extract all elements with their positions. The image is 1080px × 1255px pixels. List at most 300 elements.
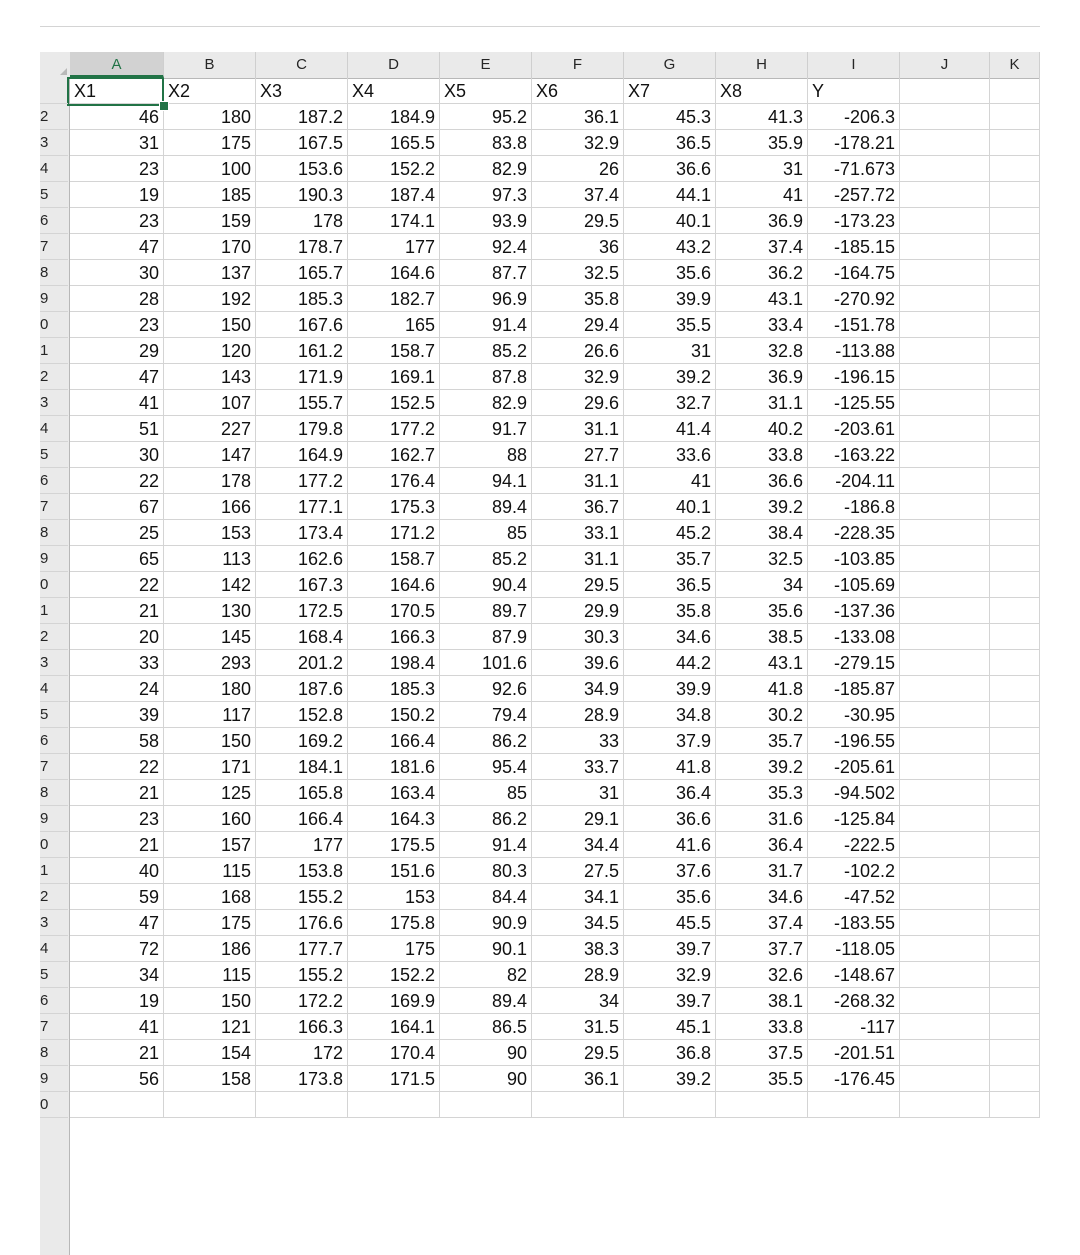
data-cell[interactable]: 33.6	[624, 442, 716, 468]
data-cell[interactable]: 36.4	[716, 832, 808, 858]
data-cell[interactable]: 32.9	[532, 130, 624, 156]
data-cell[interactable]: 33.1	[532, 520, 624, 546]
data-cell[interactable]: 36.5	[624, 130, 716, 156]
row-header-20[interactable]: 0	[40, 572, 68, 598]
data-cell[interactable]: 95.4	[440, 754, 532, 780]
data-cell[interactable]: 162.6	[256, 546, 348, 572]
row-header-23[interactable]: 3	[40, 650, 68, 676]
data-cell[interactable]: -185.87	[808, 676, 900, 702]
data-cell[interactable]: 35.5	[716, 1066, 808, 1092]
row-header-18[interactable]: 8	[40, 520, 68, 546]
data-cell[interactable]: -94.502	[808, 780, 900, 806]
data-cell[interactable]	[900, 156, 990, 182]
data-cell[interactable]: 39.2	[624, 364, 716, 390]
header-cell[interactable]: Y	[808, 78, 900, 104]
data-cell[interactable]: 31	[624, 338, 716, 364]
row-header-13[interactable]: 3	[40, 390, 68, 416]
data-cell[interactable]: 176.4	[348, 468, 440, 494]
data-cell[interactable]: -102.2	[808, 858, 900, 884]
data-cell[interactable]: 186	[164, 936, 256, 962]
data-cell[interactable]: 44.2	[624, 650, 716, 676]
data-cell[interactable]	[900, 286, 990, 312]
data-cell[interactable]: 92.6	[440, 676, 532, 702]
row-header-28[interactable]: 8	[40, 780, 68, 806]
data-cell[interactable]: 172.2	[256, 988, 348, 1014]
row-header-22[interactable]: 2	[40, 624, 68, 650]
data-cell[interactable]: 176.6	[256, 910, 348, 936]
data-cell[interactable]: 130	[164, 598, 256, 624]
data-cell[interactable]: 43.1	[716, 650, 808, 676]
data-cell[interactable]: 35.6	[716, 598, 808, 624]
data-cell[interactable]: 143	[164, 364, 256, 390]
data-cell[interactable]: -205.61	[808, 754, 900, 780]
data-cell[interactable]	[900, 962, 990, 988]
data-cell[interactable]: 117	[164, 702, 256, 728]
data-cell[interactable]: 26	[532, 156, 624, 182]
data-cell[interactable]: 82.9	[440, 390, 532, 416]
data-cell[interactable]: 162.7	[348, 442, 440, 468]
data-cell[interactable]: 30.2	[716, 702, 808, 728]
data-cell[interactable]: -125.84	[808, 806, 900, 832]
data-cell[interactable]: 113	[164, 546, 256, 572]
data-cell[interactable]: 72	[70, 936, 164, 962]
data-cell[interactable]: 56	[70, 1066, 164, 1092]
data-cell[interactable]	[990, 754, 1040, 780]
data-cell[interactable]	[900, 130, 990, 156]
data-cell[interactable]	[900, 416, 990, 442]
data-cell[interactable]: -185.15	[808, 234, 900, 260]
data-cell[interactable]	[900, 1014, 990, 1040]
data-cell[interactable]: 39.2	[624, 1066, 716, 1092]
data-cell[interactable]: 177	[256, 832, 348, 858]
data-cell[interactable]	[990, 650, 1040, 676]
data-cell[interactable]: 47	[70, 234, 164, 260]
data-cell[interactable]: 86.2	[440, 728, 532, 754]
data-cell[interactable]: 33.4	[716, 312, 808, 338]
data-cell[interactable]: 90	[440, 1040, 532, 1066]
data-cell[interactable]: 192	[164, 286, 256, 312]
column-header-g[interactable]: G	[624, 52, 716, 78]
data-cell[interactable]: 227	[164, 416, 256, 442]
row-header-39[interactable]: 9	[40, 1066, 68, 1092]
data-cell[interactable]: 37.4	[716, 910, 808, 936]
data-cell[interactable]: 34.5	[532, 910, 624, 936]
data-cell[interactable]: 178	[164, 468, 256, 494]
empty-cell[interactable]	[440, 1092, 532, 1118]
data-cell[interactable]: 83.8	[440, 130, 532, 156]
data-cell[interactable]: 152.2	[348, 962, 440, 988]
data-cell[interactable]	[900, 1040, 990, 1066]
column-header-b[interactable]: B	[164, 52, 256, 78]
data-cell[interactable]: 35.8	[532, 286, 624, 312]
header-cell[interactable]	[990, 78, 1040, 104]
data-cell[interactable]: -183.55	[808, 910, 900, 936]
data-cell[interactable]: 190.3	[256, 182, 348, 208]
data-cell[interactable]: 21	[70, 598, 164, 624]
data-cell[interactable]: -105.69	[808, 572, 900, 598]
data-cell[interactable]: 88	[440, 442, 532, 468]
fill-handle[interactable]	[159, 101, 169, 111]
data-cell[interactable]: 90.1	[440, 936, 532, 962]
data-cell[interactable]: 43.1	[716, 286, 808, 312]
data-cell[interactable]: 177	[348, 234, 440, 260]
data-cell[interactable]	[900, 910, 990, 936]
data-cell[interactable]: 27.7	[532, 442, 624, 468]
column-header-c[interactable]: C	[256, 52, 348, 78]
data-cell[interactable]: 115	[164, 858, 256, 884]
header-cell[interactable]: X6	[532, 78, 624, 104]
data-cell[interactable]: 40	[70, 858, 164, 884]
data-cell[interactable]: 187.6	[256, 676, 348, 702]
data-cell[interactable]: 166.3	[348, 624, 440, 650]
data-cell[interactable]: 39.9	[624, 286, 716, 312]
data-cell[interactable]: 41.4	[624, 416, 716, 442]
data-cell[interactable]: 31	[716, 156, 808, 182]
data-cell[interactable]: 34	[70, 962, 164, 988]
data-cell[interactable]	[990, 572, 1040, 598]
data-cell[interactable]: 45.3	[624, 104, 716, 130]
row-header-36[interactable]: 6	[40, 988, 68, 1014]
data-cell[interactable]: 172.5	[256, 598, 348, 624]
data-cell[interactable]: 165.5	[348, 130, 440, 156]
data-cell[interactable]: 86.5	[440, 1014, 532, 1040]
data-cell[interactable]: -47.52	[808, 884, 900, 910]
data-cell[interactable]	[990, 182, 1040, 208]
row-header-27[interactable]: 7	[40, 754, 68, 780]
data-cell[interactable]: 153.8	[256, 858, 348, 884]
data-cell[interactable]	[900, 988, 990, 1014]
data-cell[interactable]: 145	[164, 624, 256, 650]
data-cell[interactable]: 38.5	[716, 624, 808, 650]
data-cell[interactable]: 164.6	[348, 260, 440, 286]
data-cell[interactable]	[900, 728, 990, 754]
data-cell[interactable]	[990, 624, 1040, 650]
data-cell[interactable]: 37.9	[624, 728, 716, 754]
data-cell[interactable]: 32.8	[716, 338, 808, 364]
data-cell[interactable]: 35.7	[716, 728, 808, 754]
row-header-38[interactable]: 8	[40, 1040, 68, 1066]
data-cell[interactable]: 23	[70, 312, 164, 338]
empty-cell[interactable]	[70, 1092, 164, 1118]
data-cell[interactable]: 153.6	[256, 156, 348, 182]
data-cell[interactable]: 31.1	[532, 546, 624, 572]
data-cell[interactable]: 30	[70, 260, 164, 286]
data-cell[interactable]: 293	[164, 650, 256, 676]
data-cell[interactable]	[900, 442, 990, 468]
data-cell[interactable]: 29	[70, 338, 164, 364]
data-cell[interactable]: 92.4	[440, 234, 532, 260]
header-cell[interactable]: X5	[440, 78, 532, 104]
data-cell[interactable]: 158.7	[348, 546, 440, 572]
data-cell[interactable]: 31	[532, 780, 624, 806]
data-cell[interactable]: 36.5	[624, 572, 716, 598]
data-cell[interactable]: 32.5	[532, 260, 624, 286]
data-cell[interactable]: 90	[440, 1066, 532, 1092]
data-cell[interactable]: 95.2	[440, 104, 532, 130]
data-cell[interactable]: 35.5	[624, 312, 716, 338]
data-cell[interactable]	[990, 1040, 1040, 1066]
empty-cell[interactable]	[990, 1092, 1040, 1118]
data-cell[interactable]: 29.5	[532, 1040, 624, 1066]
data-cell[interactable]: 107	[164, 390, 256, 416]
data-cell[interactable]: 177.2	[256, 468, 348, 494]
data-cell[interactable]: 31.6	[716, 806, 808, 832]
data-cell[interactable]: 45.2	[624, 520, 716, 546]
data-cell[interactable]	[990, 104, 1040, 130]
data-cell[interactable]: 31.7	[716, 858, 808, 884]
data-cell[interactable]	[990, 1014, 1040, 1040]
data-cell[interactable]	[990, 468, 1040, 494]
empty-cell[interactable]	[900, 1092, 990, 1118]
data-cell[interactable]: 147	[164, 442, 256, 468]
data-cell[interactable]: 89.7	[440, 598, 532, 624]
data-cell[interactable]: 45.1	[624, 1014, 716, 1040]
data-cell[interactable]	[900, 858, 990, 884]
data-cell[interactable]	[900, 104, 990, 130]
data-cell[interactable]: 39.2	[716, 494, 808, 520]
data-cell[interactable]	[990, 364, 1040, 390]
data-cell[interactable]: 22	[70, 468, 164, 494]
data-cell[interactable]: 170.4	[348, 1040, 440, 1066]
data-cell[interactable]: -173.23	[808, 208, 900, 234]
data-cell[interactable]: 31.1	[532, 416, 624, 442]
data-cell[interactable]	[900, 364, 990, 390]
data-cell[interactable]: 159	[164, 208, 256, 234]
data-cell[interactable]	[990, 728, 1040, 754]
data-cell[interactable]: 171.2	[348, 520, 440, 546]
data-cell[interactable]: 94.1	[440, 468, 532, 494]
row-header-37[interactable]: 7	[40, 1014, 68, 1040]
empty-cell[interactable]	[348, 1092, 440, 1118]
data-cell[interactable]: 115	[164, 962, 256, 988]
data-cell[interactable]	[990, 234, 1040, 260]
data-cell[interactable]: -118.05	[808, 936, 900, 962]
data-cell[interactable]	[990, 260, 1040, 286]
data-cell[interactable]	[990, 442, 1040, 468]
data-cell[interactable]: 36.2	[716, 260, 808, 286]
data-cell[interactable]: 36.4	[624, 780, 716, 806]
data-cell[interactable]: 169.2	[256, 728, 348, 754]
empty-cell[interactable]	[624, 1092, 716, 1118]
data-cell[interactable]: 84.4	[440, 884, 532, 910]
data-cell[interactable]	[990, 858, 1040, 884]
data-cell[interactable]: 89.4	[440, 988, 532, 1014]
data-cell[interactable]	[900, 390, 990, 416]
data-cell[interactable]	[990, 390, 1040, 416]
empty-cell[interactable]	[532, 1092, 624, 1118]
row-header-11[interactable]: 1	[40, 338, 68, 364]
data-cell[interactable]: 38.1	[716, 988, 808, 1014]
data-cell[interactable]: 32.7	[624, 390, 716, 416]
column-header-f[interactable]: F	[532, 52, 624, 78]
data-cell[interactable]	[990, 338, 1040, 364]
data-cell[interactable]: 39	[70, 702, 164, 728]
data-cell[interactable]: 34	[532, 988, 624, 1014]
data-cell[interactable]: 29.4	[532, 312, 624, 338]
data-cell[interactable]	[900, 208, 990, 234]
data-cell[interactable]: 86.2	[440, 806, 532, 832]
row-header-7[interactable]: 7	[40, 234, 68, 260]
column-header-d[interactable]: D	[348, 52, 440, 78]
data-cell[interactable]: 32.5	[716, 546, 808, 572]
data-cell[interactable]: 175	[164, 130, 256, 156]
data-cell[interactable]: 164.9	[256, 442, 348, 468]
data-cell[interactable]	[990, 520, 1040, 546]
data-cell[interactable]: -113.88	[808, 338, 900, 364]
data-cell[interactable]	[900, 494, 990, 520]
data-cell[interactable]: 23	[70, 156, 164, 182]
data-cell[interactable]: 168.4	[256, 624, 348, 650]
data-cell[interactable]: -117	[808, 1014, 900, 1040]
data-cell[interactable]	[990, 702, 1040, 728]
data-cell[interactable]: 181.6	[348, 754, 440, 780]
data-cell[interactable]: 59	[70, 884, 164, 910]
data-cell[interactable]: 40.2	[716, 416, 808, 442]
data-cell[interactable]: 36.8	[624, 1040, 716, 1066]
data-cell[interactable]: 152.5	[348, 390, 440, 416]
data-cell[interactable]: 87.7	[440, 260, 532, 286]
row-header-34[interactable]: 4	[40, 936, 68, 962]
data-cell[interactable]: 150	[164, 312, 256, 338]
data-cell[interactable]	[990, 936, 1040, 962]
data-cell[interactable]	[900, 702, 990, 728]
header-cell[interactable]: X3	[256, 78, 348, 104]
data-cell[interactable]: 121	[164, 1014, 256, 1040]
data-cell[interactable]: -125.55	[808, 390, 900, 416]
data-cell[interactable]	[900, 338, 990, 364]
row-header-29[interactable]: 9	[40, 806, 68, 832]
data-cell[interactable]: 41	[70, 1014, 164, 1040]
data-cell[interactable]: 34.8	[624, 702, 716, 728]
data-cell[interactable]: 34.6	[624, 624, 716, 650]
row-header-33[interactable]: 3	[40, 910, 68, 936]
data-cell[interactable]: 137	[164, 260, 256, 286]
row-header-6[interactable]: 6	[40, 208, 68, 234]
data-cell[interactable]	[990, 416, 1040, 442]
data-cell[interactable]: 36.9	[716, 364, 808, 390]
empty-cell[interactable]	[808, 1092, 900, 1118]
row-header-16[interactable]: 6	[40, 468, 68, 494]
data-cell[interactable]	[990, 676, 1040, 702]
data-cell[interactable]: 28.9	[532, 702, 624, 728]
data-cell[interactable]: 177.7	[256, 936, 348, 962]
column-header-a[interactable]: A	[70, 52, 164, 78]
header-cell[interactable]: X8	[716, 78, 808, 104]
data-cell[interactable]	[990, 312, 1040, 338]
data-cell[interactable]: 31.1	[532, 468, 624, 494]
data-cell[interactable]: 20	[70, 624, 164, 650]
data-cell[interactable]: 30	[70, 442, 164, 468]
data-cell[interactable]	[900, 572, 990, 598]
data-cell[interactable]: 97.3	[440, 182, 532, 208]
data-cell[interactable]: 178	[256, 208, 348, 234]
data-cell[interactable]: 23	[70, 806, 164, 832]
data-cell[interactable]: 23	[70, 208, 164, 234]
data-cell[interactable]: -279.15	[808, 650, 900, 676]
data-cell[interactable]	[990, 546, 1040, 572]
row-header-2[interactable]: 2	[40, 104, 68, 130]
data-cell[interactable]: 29.5	[532, 572, 624, 598]
data-cell[interactable]: 37.5	[716, 1040, 808, 1066]
data-cell[interactable]: 22	[70, 572, 164, 598]
column-header-h[interactable]: H	[716, 52, 808, 78]
data-cell[interactable]: 31.5	[532, 1014, 624, 1040]
data-cell[interactable]: 31	[70, 130, 164, 156]
row-header-8[interactable]: 8	[40, 260, 68, 286]
data-cell[interactable]: 41	[624, 468, 716, 494]
data-cell[interactable]: 153	[348, 884, 440, 910]
data-cell[interactable]: 36.7	[532, 494, 624, 520]
data-cell[interactable]: 29.1	[532, 806, 624, 832]
header-cell[interactable]: X1	[70, 78, 164, 104]
data-cell[interactable]: 36.6	[624, 806, 716, 832]
data-cell[interactable]: 90.4	[440, 572, 532, 598]
data-cell[interactable]: -186.8	[808, 494, 900, 520]
data-cell[interactable]: 34	[716, 572, 808, 598]
column-header-k[interactable]: K	[990, 52, 1040, 78]
data-cell[interactable]: 33	[532, 728, 624, 754]
row-header-32[interactable]: 2	[40, 884, 68, 910]
data-cell[interactable]: 32.9	[624, 962, 716, 988]
data-cell[interactable]: 173.4	[256, 520, 348, 546]
data-cell[interactable]: 67	[70, 494, 164, 520]
data-cell[interactable]: -206.3	[808, 104, 900, 130]
data-cell[interactable]: 175.8	[348, 910, 440, 936]
data-cell[interactable]: 39.6	[532, 650, 624, 676]
data-cell[interactable]: -164.75	[808, 260, 900, 286]
data-cell[interactable]: -137.36	[808, 598, 900, 624]
data-cell[interactable]: 182.7	[348, 286, 440, 312]
data-cell[interactable]: 180	[164, 676, 256, 702]
data-cell[interactable]	[900, 806, 990, 832]
data-cell[interactable]: 87.8	[440, 364, 532, 390]
row-header-35[interactable]: 5	[40, 962, 68, 988]
data-cell[interactable]	[900, 676, 990, 702]
data-cell[interactable]: 45.5	[624, 910, 716, 936]
data-cell[interactable]: 39.7	[624, 988, 716, 1014]
data-cell[interactable]: -257.72	[808, 182, 900, 208]
data-cell[interactable]: 21	[70, 780, 164, 806]
data-cell[interactable]: 41.8	[716, 676, 808, 702]
data-cell[interactable]	[900, 260, 990, 286]
row-header-10[interactable]: 0	[40, 312, 68, 338]
data-cell[interactable]: 166.4	[348, 728, 440, 754]
data-cell[interactable]: -30.95	[808, 702, 900, 728]
row-header-17[interactable]: 7	[40, 494, 68, 520]
data-cell[interactable]: 46	[70, 104, 164, 130]
data-cell[interactable]: 82	[440, 962, 532, 988]
data-cell[interactable]: 177.1	[256, 494, 348, 520]
row-header-4[interactable]: 4	[40, 156, 68, 182]
data-cell[interactable]: 91.4	[440, 832, 532, 858]
data-cell[interactable]: 29.9	[532, 598, 624, 624]
data-cell[interactable]: 90.9	[440, 910, 532, 936]
data-cell[interactable]: 201.2	[256, 650, 348, 676]
data-cell[interactable]: 80.3	[440, 858, 532, 884]
data-cell[interactable]: 28.9	[532, 962, 624, 988]
data-cell[interactable]: 165.7	[256, 260, 348, 286]
data-cell[interactable]: 185	[164, 182, 256, 208]
data-cell[interactable]: -203.61	[808, 416, 900, 442]
data-cell[interactable]: 37.4	[532, 182, 624, 208]
data-cell[interactable]: 85	[440, 780, 532, 806]
data-cell[interactable]: 87.9	[440, 624, 532, 650]
data-cell[interactable]: 154	[164, 1040, 256, 1066]
data-cell[interactable]	[990, 286, 1040, 312]
data-cell[interactable]: 173.8	[256, 1066, 348, 1092]
data-cell[interactable]: 44.1	[624, 182, 716, 208]
data-cell[interactable]: -71.673	[808, 156, 900, 182]
